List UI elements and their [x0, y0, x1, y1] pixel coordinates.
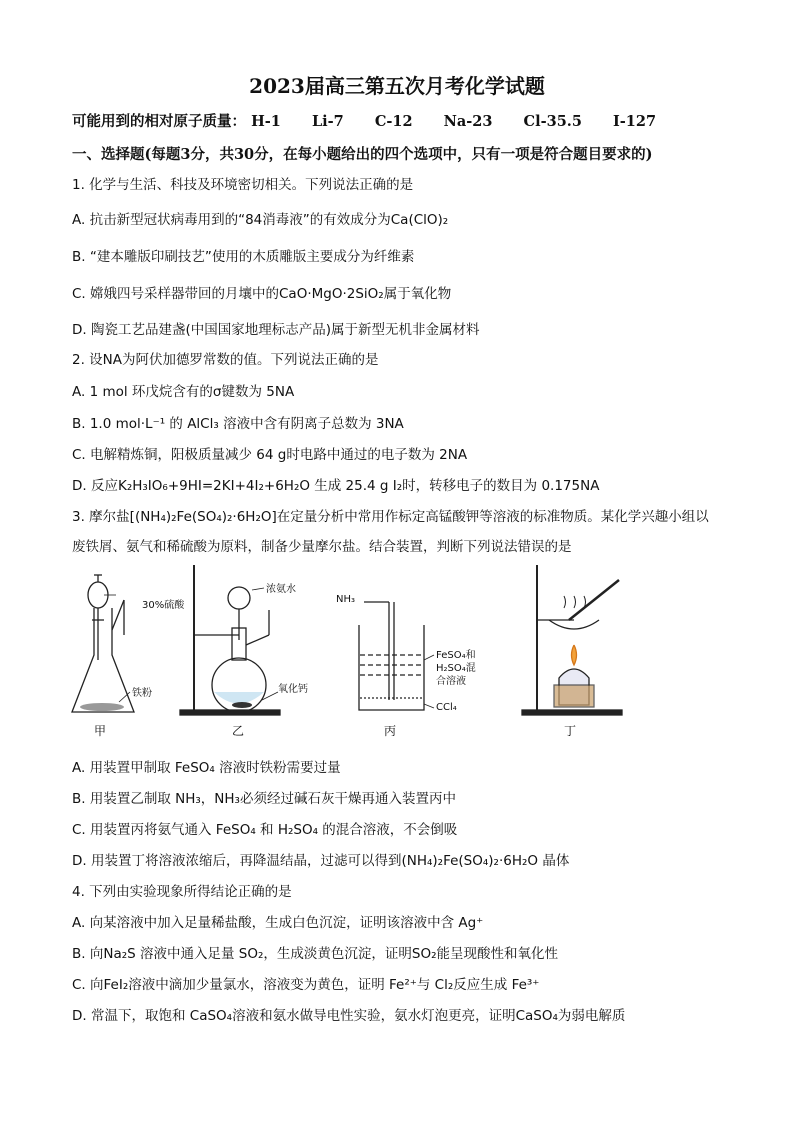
- q4-option-a: A. 向某溶液中加入足量稀盐酸，生成白色沉淀，证明该溶液中含 Ag⁺: [72, 915, 484, 931]
- q1-stem: 1. 化学与生活、科技及环境密切相关。下列说法正确的是: [72, 177, 414, 193]
- label-conc-ammonia: 浓氨水: [266, 584, 296, 595]
- q3-option-a: A. 用装置甲制取 FeSO₄ 溶液时铁粉需要过量: [72, 760, 341, 776]
- atomic-mass-item: Na-23: [443, 113, 493, 130]
- q2-option-c: C. 电解精炼铜，阳极质量减少 64 g时电路中通过的电子数为 2NA: [72, 447, 468, 463]
- q2-option-d: D. 反应K₂H₃IO₆+9HI=2KI+4I₂+6H₂O 生成 25.4 g I₂时，转移电子的数目为 0.175NA: [72, 478, 600, 494]
- label-bing: 丙: [384, 724, 397, 738]
- section-heading: 一、选择题(每题3分，共30分，在每小题给出的四个选项中，只有一项是符合题目要求的): [72, 146, 653, 163]
- q3-option-d: D. 用装置丁将溶液浓缩后，再降温结晶，过滤可以得到(NH₄)₂Fe(SO₄)₂·6H₂O 晶体: [72, 853, 570, 869]
- apparatus-jia: [72, 575, 134, 712]
- q3-option-c: C. 用装置丙将氨气通入 FeSO₄ 和 H₂SO₄ 的混合溶液，不会倒吸: [72, 822, 458, 838]
- q3-stem-line1: 3. 摩尔盐[(NH₄)₂Fe(SO₄)₂·6H₂O]在定量分析中常用作标定高锰酸钾等溶液的标准物质。某化学兴趣小组以: [72, 509, 709, 525]
- page-title: 2023届高三第五次月考化学试题: [249, 74, 545, 98]
- q4-option-b: B. 向Na₂S 溶液中通入足量 SO₂，生成淡黄色沉淀，证明SO₂能呈现酸性和氧化性: [72, 946, 558, 962]
- label-solution-line1: FeSO₄和: [436, 650, 476, 661]
- q1-option-c: C. 嫦娥四号采样器带回的月壤中的CaO·MgO·2SiO₂属于氧化物: [72, 286, 452, 302]
- q4-option-c: C. 向FeI₂溶液中滴加少量氯水，溶液变为黄色，证明 Fe²⁺与 Cl₂反应生成 Fe³⁺: [72, 977, 540, 993]
- label-solution-line3: 合溶液: [436, 676, 466, 687]
- apparatus-yi: [180, 565, 280, 715]
- atomic-mass-label: 可能用到的相对原子质量：: [72, 113, 246, 130]
- label-ding: 丁: [564, 724, 577, 738]
- atomic-mass-item: H-1: [251, 113, 281, 130]
- atomic-mass-item: Li-7: [311, 113, 344, 130]
- atomic-mass-line: [72, 110, 682, 131]
- atomic-mass-item: C-12: [374, 113, 413, 130]
- label-yi: 乙: [232, 724, 245, 738]
- q4-option-d: D. 常温下，取饱和 CaSO₄溶液和氨水做导电性实验，氨水灯泡更亮，证明CaSO₄为弱电解质: [72, 1008, 626, 1024]
- label-iron-powder: 铁粉: [132, 688, 152, 699]
- label-ccl4: CCl₄: [436, 702, 457, 713]
- q4-stem: 4. 下列由实验现象所得结论正确的是: [72, 884, 292, 900]
- atomic-mass-item: I-127: [613, 113, 657, 130]
- label-solution-line2: H₂SO₄混: [436, 663, 476, 674]
- q1-option-d: D. 陶瓷工艺品建盏(中国国家地理标志产品)属于新型无机非金属材料: [72, 322, 480, 338]
- label-30pct-h2so4: 30%硫酸: [142, 600, 185, 611]
- apparatus-ding: [522, 565, 622, 715]
- q2-option-b: B. 1.0 mol·L⁻¹ 的 AlCl₃ 溶液中含有阴离子总数为 3NA: [72, 416, 404, 432]
- q3-stem-line2: 废铁屑、氨气和稀硫酸为原料，制备少量摩尔盐。结合装置，判断下列说法错误的是: [72, 539, 572, 555]
- apparatus-bing: [359, 602, 434, 710]
- q3-option-b: B. 用装置乙制取 NH₃，NH₃必须经过碱石灰干燥再通入装置丙中: [72, 791, 456, 807]
- label-jia: 甲: [94, 724, 107, 738]
- label-nh3: NH₃: [336, 594, 356, 605]
- q1-option-b: B. “建本雕版印刷技艺”使用的木质雕版主要成分为纤维素: [72, 249, 415, 265]
- atomic-mass-item: Cl-35.5: [523, 113, 582, 130]
- label-calcium-oxide: 氧化钙: [278, 684, 308, 695]
- apparatus-drawing: [64, 560, 624, 740]
- q1-option-a: A. 抗击新型冠状病毒用到的“84消毒液”的有效成分为Ca(ClO)₂: [72, 212, 449, 228]
- apparatus-figure: [64, 560, 624, 740]
- q2-stem: 2. 设NA为阿伏加德罗常数的值。下列说法正确的是: [72, 352, 379, 368]
- q2-option-a: A. 1 mol 环戊烷含有的σ键数为 5NA: [72, 384, 295, 400]
